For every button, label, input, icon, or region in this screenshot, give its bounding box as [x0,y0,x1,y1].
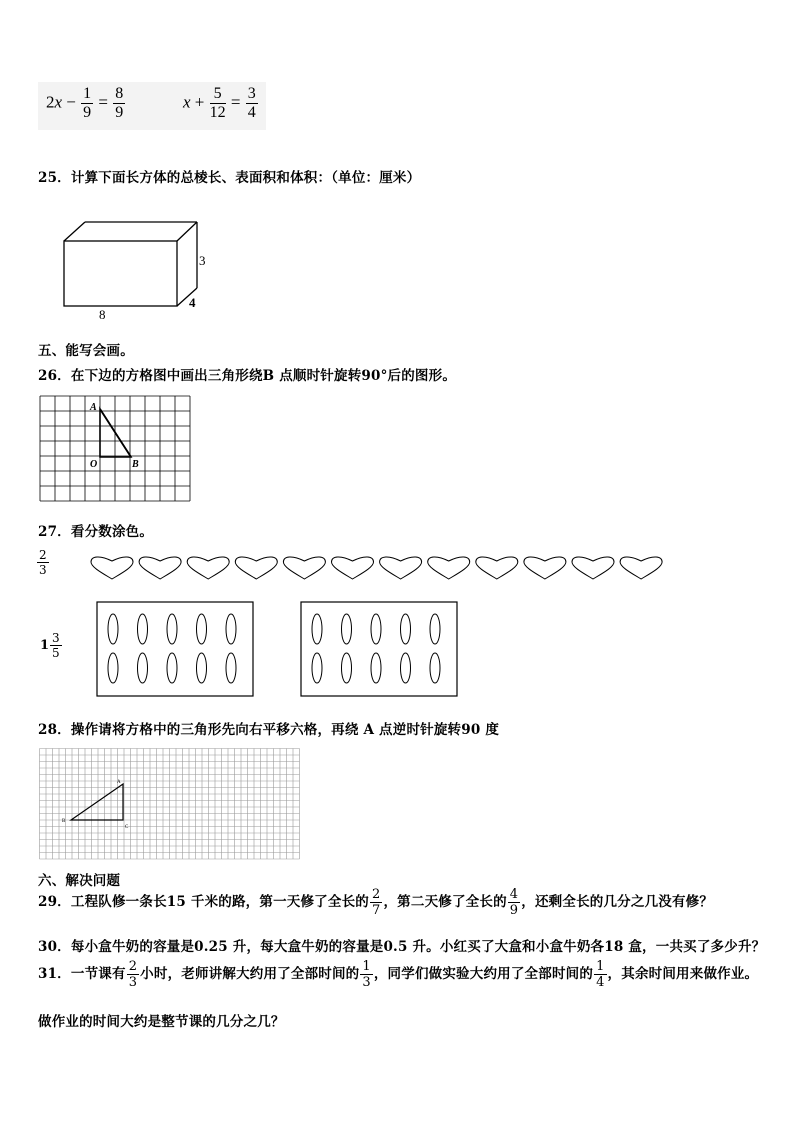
heart-shape[interactable] [524,557,566,579]
heart-shape[interactable] [332,557,374,579]
heart-shape[interactable] [139,557,181,579]
oval-shape[interactable] [430,614,440,644]
oval-shape[interactable] [108,653,118,683]
question-29: 29．工程队修一条长15 千米的路，第一天修了全长的 $\frac{2}{7}$ ，第二天修了全长的 $\frac{4}{9}$ ，还剩全长的几分之几没有修？ [38,887,714,918]
heart-shape[interactable] [283,557,325,579]
equation-2: x + $\frac{5}{12}$ = $\frac{3}{4}$ [183,85,256,121]
heart-shape[interactable] [91,557,133,579]
q26-label-b: B [132,459,139,470]
cuboid-width-label: 4 [189,295,196,310]
oval-shape[interactable] [371,653,381,683]
heart-shape[interactable] [476,557,518,579]
q27-ovals-box-2 [300,601,460,698]
q28-label-b: B [62,819,66,824]
cuboid-height-label: 3 [199,253,206,268]
question-31: 31．一节课有 $\frac{2}{3}$ 小时，老师讲解大约用了全部时间的 $\frac{1}{3}$ ，同学们做实验大约用了全部时间的 $\frac{1}{4}$ ，其余时间用来做作业。 [38,959,759,990]
q28-label-c: C [125,825,129,830]
q27-hearts [88,555,668,583]
heart-shape[interactable] [235,557,277,579]
q28-grid [39,748,301,860]
q26-label-a: A [90,402,97,413]
q26-label-o: O [90,459,98,470]
heart-shape[interactable] [620,557,662,579]
cuboid-diagram [55,215,225,325]
q27-ovals-box-1 [96,601,256,698]
section-6-heading: 六、解决问题 [38,873,121,889]
heart-shape[interactable] [428,557,470,579]
heart-shape[interactable] [380,557,422,579]
equation-1: 2x − $\frac{1}{9}$ = $\frac{8}{9}$ [46,85,124,121]
oval-shape[interactable] [401,614,411,644]
oval-shape[interactable] [138,614,148,644]
section-5-heading: 五、能写会画。 [38,343,134,359]
oval-shape[interactable] [401,653,411,683]
question-31-line-2: 做作业的时间大约是整节课的几分之几？ [38,1014,285,1030]
equation-strip [38,82,266,130]
oval-shape[interactable] [226,653,236,683]
q27-mixed-fraction: 1 $\frac{3}{5}$ [40,631,60,660]
oval-shape[interactable] [108,614,118,644]
q26-grid [39,395,194,505]
oval-shape[interactable] [312,614,322,644]
question-25: 25．计算下面长方体的总棱长、表面积和体积：（单位：厘米） [38,170,421,186]
heart-shape[interactable] [187,557,229,579]
oval-shape[interactable] [430,653,440,683]
oval-shape[interactable] [167,653,177,683]
oval-shape[interactable] [226,614,236,644]
oval-shape[interactable] [312,653,322,683]
q28-triangle [71,784,123,820]
oval-shape[interactable] [138,653,148,683]
oval-shape[interactable] [342,653,352,683]
q28-label-a: A [117,780,121,785]
question-30: 30．每小盒牛奶的容量是0.25 升，每大盒牛奶的容量是0.5 升。小红买了大盒和小盒牛奶各18 盒，一共买了多少升？ [38,939,766,955]
cuboid-length-label: 8 [99,307,106,322]
question-26: 26．在下边的方格图中画出三角形绕B 点顺时针旋转90°后的图形。 [38,368,457,384]
oval-shape[interactable] [167,614,177,644]
oval-shape[interactable] [197,614,207,644]
q27-fraction-two-thirds: $\frac{2}{3}$ [39,548,47,577]
question-27: 27．看分数涂色。 [38,524,154,540]
oval-shape[interactable] [197,653,207,683]
heart-shape[interactable] [572,557,614,579]
oval-shape[interactable] [371,614,381,644]
oval-shape[interactable] [342,614,352,644]
question-28: 28．操作请将方格中的三角形先向右平移六格，再绕 A 点逆时针旋转90 度 [38,722,500,738]
